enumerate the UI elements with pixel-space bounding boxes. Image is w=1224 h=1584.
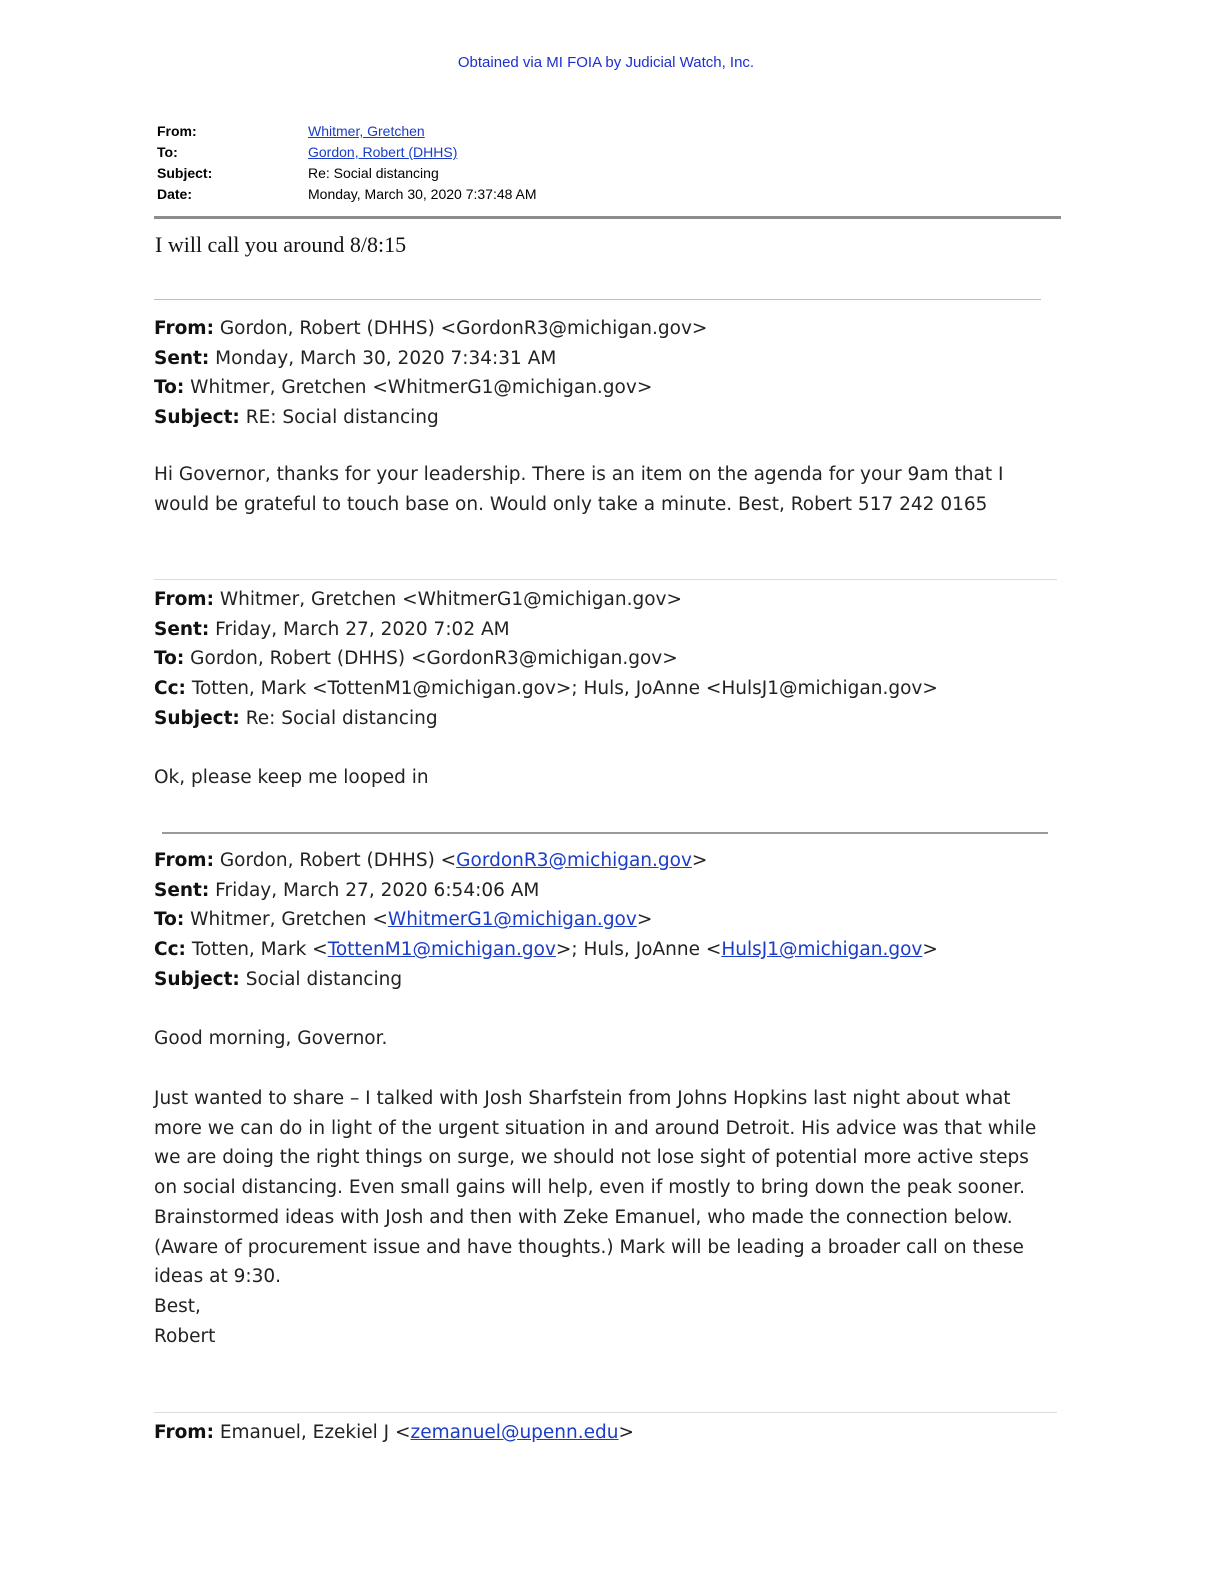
bracket: > bbox=[922, 939, 938, 961]
sent-value: Friday, March 27, 2020 7:02 AM bbox=[209, 618, 510, 640]
cc-label: Cc: bbox=[154, 678, 186, 700]
from-value: Whitmer, Gretchen <WhitmerG1@michigan.gov> bbox=[213, 589, 683, 610]
to-label: To: bbox=[154, 377, 185, 399]
message-header bbox=[154, 846, 938, 995]
message-body: Ok, please keep me looped in bbox=[154, 767, 429, 788]
from-label: From: bbox=[154, 850, 214, 871]
header-to-row bbox=[157, 142, 537, 163]
message-body: Hi Governor, thanks for your leadership. There is an item on the agenda for your 9am that I would be grateful to touch base on. Would only take a minute. Best, Robert 517 242 0165 bbox=[154, 464, 1004, 515]
to-name: Whitmer, Gretchen < bbox=[184, 909, 388, 931]
header-subject-row bbox=[157, 163, 537, 184]
cc-name: Totten, Mark < bbox=[185, 939, 328, 961]
from-email-link[interactable]: zemanuel@upenn.edu bbox=[410, 1422, 619, 1443]
from-value: Gordon, Robert (DHHS) <GordonR3@michigan.gov> bbox=[213, 318, 708, 339]
message-signoff: Best, bbox=[154, 1296, 201, 1317]
from-label: From: bbox=[154, 318, 214, 339]
cc-label: Cc: bbox=[154, 939, 186, 961]
bracket: > bbox=[691, 850, 708, 871]
header-from-link[interactable]: Whitmer, Gretchen bbox=[308, 123, 425, 139]
to-email-link[interactable]: WhitmerG1@michigan.gov bbox=[387, 909, 637, 931]
message-divider bbox=[154, 299, 1041, 300]
subject-label: Subject: bbox=[154, 407, 240, 429]
to-value: Gordon, Robert (DHHS) <GordonR3@michigan.gov> bbox=[184, 648, 678, 670]
message-divider bbox=[162, 832, 1048, 834]
sent-label: Sent: bbox=[154, 347, 210, 369]
header-subject-value: Re: Social distancing bbox=[308, 165, 439, 181]
subject-value: Re: Social distancing bbox=[239, 707, 438, 729]
from-name: Emanuel, Ezekiel J < bbox=[213, 1422, 411, 1443]
foia-watermark: Obtained via MI FOIA by Judicial Watch, Inc. bbox=[457, 54, 755, 71]
header-to-label: To: bbox=[157, 144, 178, 160]
message-greeting: Good morning, Governor. bbox=[154, 1028, 388, 1049]
header-date-value: Monday, March 30, 2020 7:37:48 AM bbox=[308, 186, 537, 202]
header-from-row bbox=[157, 121, 537, 142]
from-name: Gordon, Robert (DHHS) < bbox=[213, 850, 457, 871]
sent-label: Sent: bbox=[154, 618, 210, 640]
to-label: To: bbox=[154, 909, 185, 931]
header-from-label: From: bbox=[157, 123, 197, 139]
bracket: > bbox=[618, 1422, 634, 1443]
header-divider bbox=[154, 216, 1061, 219]
header-subject-label: Subject: bbox=[157, 165, 213, 181]
subject-value: Social distancing bbox=[239, 968, 403, 990]
subject-label: Subject: bbox=[154, 968, 240, 990]
to-label: To: bbox=[154, 648, 185, 670]
subject-label: Subject: bbox=[154, 707, 240, 729]
subject-value: RE: Social distancing bbox=[239, 407, 439, 429]
cc-email-link[interactable]: HulsJ1@michigan.gov bbox=[721, 939, 923, 961]
email-header bbox=[157, 121, 537, 205]
message-header bbox=[154, 314, 707, 433]
header-date-row bbox=[157, 184, 537, 205]
from-label: From: bbox=[154, 589, 214, 610]
message-header bbox=[154, 1418, 634, 1448]
message-divider bbox=[154, 579, 1057, 580]
bracket: > bbox=[636, 909, 653, 931]
message-divider bbox=[154, 1412, 1057, 1413]
header-date-label: Date: bbox=[157, 186, 193, 202]
header-to-link[interactable]: Gordon, Robert (DHHS) bbox=[308, 144, 458, 160]
from-email-link[interactable]: GordonR3@michigan.gov bbox=[456, 850, 692, 871]
reply-text: I will call you around 8/8:15 bbox=[155, 232, 407, 257]
message-body: Just wanted to share – I talked with Josh Sharfstein from Johns Hopkins last night about what more we can do in light of the urgent situation in and around Detroit. His advice was that while we are doing the right things on surge, we should not lose sight of potential more active steps on social distancing. Even small gains will help, even if mostly to bring down the peak sooner. Brainstormed ideas with Josh and then with Zeke Emanuel, who made the connection below. (Aware of procurement issue and have thoughts.) Mark will be leading a broader call on these ideas at 9:30. bbox=[154, 1088, 1037, 1288]
from-label: From: bbox=[154, 1422, 214, 1443]
cc-value: Totten, Mark <TottenM1@michigan.gov>; Huls, JoAnne <HulsJ1@michigan.gov> bbox=[185, 678, 938, 700]
cc-name: >; Huls, JoAnne < bbox=[555, 939, 722, 961]
to-value: Whitmer, Gretchen <WhitmerG1@michigan.gov> bbox=[184, 377, 653, 399]
message-header bbox=[154, 585, 938, 734]
sent-value: Monday, March 30, 2020 7:34:31 AM bbox=[209, 347, 557, 369]
cc-email-link[interactable]: TottenM1@michigan.gov bbox=[327, 939, 556, 961]
message-signature: Robert bbox=[154, 1326, 216, 1347]
sent-value: Friday, March 27, 2020 6:54:06 AM bbox=[209, 879, 540, 901]
sent-label: Sent: bbox=[154, 879, 210, 901]
